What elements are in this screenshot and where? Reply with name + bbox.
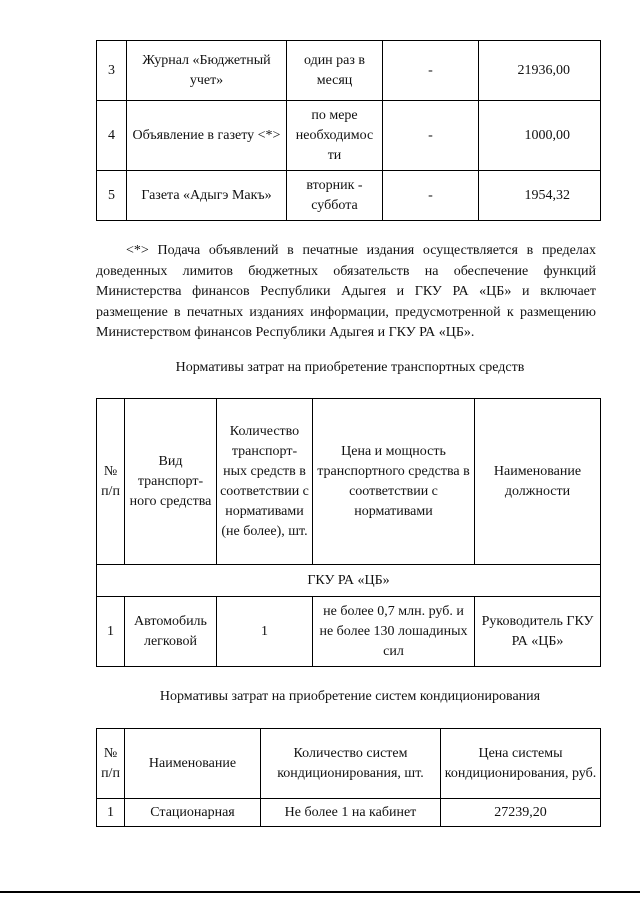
ac-price: 27239,20 bbox=[441, 799, 601, 827]
publication-price: 1954,32 bbox=[479, 171, 601, 221]
ac-quantity: Не более 1 на кабинет bbox=[261, 799, 441, 827]
publication-name: Журнал «Бюджетный учет» bbox=[127, 41, 287, 101]
ac-caption: Нормативы затрат на приобретение систем кондиционирования bbox=[159, 689, 541, 704]
publication-name: Объявление в газету <*> bbox=[127, 101, 287, 171]
header-ac-price: Цена системы кондиционирования, руб. bbox=[441, 729, 601, 799]
ac-name: Стационарная bbox=[125, 799, 261, 827]
empty-dash: - bbox=[383, 101, 479, 171]
header-name: Наименование bbox=[125, 729, 261, 799]
publication-price: 1000,00 bbox=[479, 101, 601, 171]
row-number: 1 bbox=[97, 799, 125, 827]
publication-frequency: один раз в месяц bbox=[287, 41, 383, 101]
group-title: ГКУ РА «ЦБ» bbox=[97, 565, 601, 597]
empty-dash: - bbox=[383, 41, 479, 101]
transport-caption: Нормативы затрат на приобретение транспортных средств bbox=[175, 360, 525, 375]
group-row bbox=[97, 565, 601, 597]
vehicle-position: Руководитель ГКУ РА «ЦБ» bbox=[475, 597, 601, 667]
publication-frequency: по мере необходимос ти bbox=[287, 101, 383, 171]
header-vehicle-quantity: Количество транспорт- ных средств в соответствии с нормативами (не более), шт. bbox=[217, 399, 313, 565]
header-number: № п/п bbox=[97, 729, 125, 799]
table-header-row bbox=[97, 729, 601, 799]
row-number: 4 bbox=[97, 101, 127, 171]
header-number: № п/п bbox=[97, 399, 125, 565]
row-number: 3 bbox=[97, 41, 127, 101]
table-row bbox=[97, 101, 601, 171]
ac-table bbox=[96, 728, 601, 827]
empty-dash: - bbox=[383, 171, 479, 221]
table-row bbox=[97, 171, 601, 221]
transport-table bbox=[96, 398, 601, 667]
publication-frequency: вторник - суббота bbox=[287, 171, 383, 221]
table-header-row bbox=[97, 399, 601, 565]
header-ac-quantity: Количество систем кондиционирования, шт. bbox=[261, 729, 441, 799]
footnote-paragraph: <*> Подача объявлений в печатные издания осуществляется в пределах доведенных лимитов бюджетных обязательств на обеспечение функций Министерства финансов Республики Адыгея и ГКУ РА «ЦБ» и включает размещение в печатных изданиях информации, предусмотренной к размещению Министерством финансов Республики Адыгея и ГКУ РА «ЦБ». bbox=[96, 243, 596, 340]
header-position: Наименование должности bbox=[475, 399, 601, 565]
bottom-divider bbox=[0, 891, 640, 893]
row-number: 1 bbox=[97, 597, 125, 667]
periodicals-table bbox=[96, 40, 601, 221]
vehicle-quantity: 1 bbox=[217, 597, 313, 667]
header-price-power: Цена и мощность транспортного средства в соответствии с нормативами bbox=[313, 399, 475, 565]
publication-price: 21936,00 bbox=[479, 41, 601, 101]
vehicle-type: Автомобиль легковой bbox=[125, 597, 217, 667]
table-row bbox=[97, 41, 601, 101]
vehicle-price-power: не более 0,7 млн. руб. и не более 130 лошадиных сил bbox=[313, 597, 475, 667]
publication-name: Газета «Адыгэ Макъ» bbox=[127, 171, 287, 221]
table-row bbox=[97, 799, 601, 827]
table-row bbox=[97, 597, 601, 667]
header-vehicle-type: Вид транспорт- ного средства bbox=[125, 399, 217, 565]
row-number: 5 bbox=[97, 171, 127, 221]
